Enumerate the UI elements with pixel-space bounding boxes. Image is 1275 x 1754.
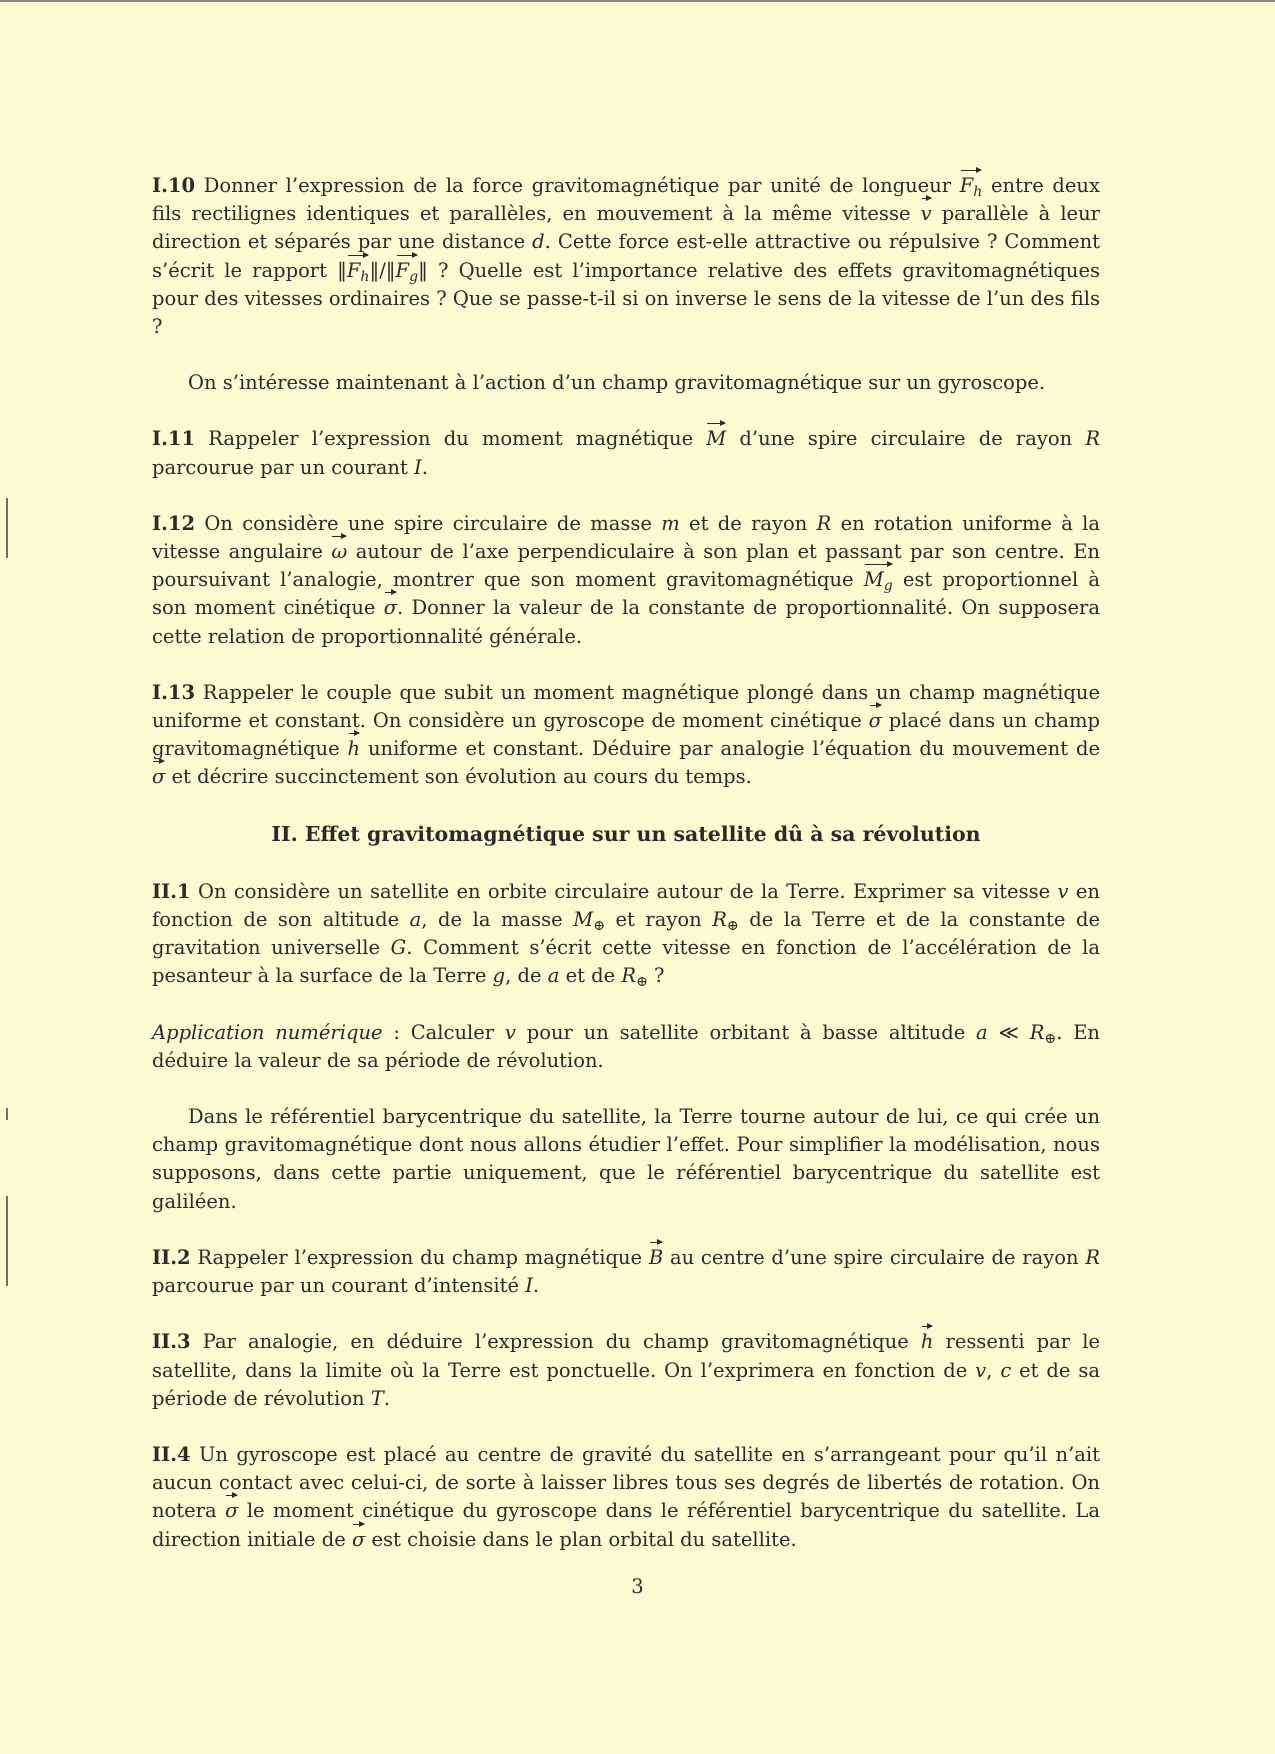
question-II3: II.3 Par analogie, en déduire l’expression du champ gravitomagnétique h ressenti par le satellite, dans la limite où la Terre est ponctuelle. On l’exprimera en fonction de v, c et de sa période de révolution T. <box>152 1330 1100 1410</box>
question-number: I.13 <box>152 680 196 704</box>
scan-top-edge <box>0 0 1275 2</box>
question-number: II.4 <box>152 1442 191 1466</box>
section-II-heading: II. Effet gravitomagnétique sur un satellite dû à sa révolution <box>271 821 981 846</box>
question-number: II.2 <box>152 1245 191 1269</box>
question-number: I.11 <box>152 427 196 451</box>
page-number: 3 <box>631 1575 644 1598</box>
intro-gyroscope: On s’intéresse maintenant à l’action d’un champ gravitomagnétique sur un gyroscope. <box>188 371 1046 395</box>
question-I11: I.11 Rappeler l’expression du moment magnétique M d’une spire circulaire de rayon R parcourue par un courant I. <box>152 427 1100 479</box>
question-II2: II.2 Rappeler l’expression du champ magnétique B au centre d’une spire circulaire de rayon R parcourue par un courant d’intensité I. <box>152 1245 1101 1298</box>
question-number: I.12 <box>152 511 196 535</box>
scan-margin-mark <box>6 498 8 558</box>
paragraph-referentiel: Dans le référentiel barycentrique du satellite, la Terre tourne autour de lui, ce qui crée un champ gravitomagnétique dont nous allons étudier l’effet. Pour simplifier la modélisation, nous supposons, dans cette partie uniquement, que le référentiel barycentrique du satellite est galiléen. <box>152 1105 1100 1213</box>
document-body <box>152 172 1100 1582</box>
question-I13: I.13 Rappeler le couple que subit un moment magnétique plongé dans un champ magnétique uniforme et constant. On considère un gyroscope de moment cinétique σ placé dans un champ gravitomagnétique h uniforme et constant. Déduire par analogie l’équation du mouvement de σ et décrire succinctement son évolution au cours du temps. <box>152 679 1100 792</box>
application-numerique: Application numérique : Calculer v pour un satellite orbitant à basse altitude a ≪ $R_\oplus$. En déduire la valeur de sa période de révolution. <box>152 1020 1100 1072</box>
question-number: II.3 <box>152 1330 191 1354</box>
question-number: II.1 <box>152 879 191 903</box>
question-II1: II.1 On considère un satellite en orbite circulaire autour de la Terre. Exprimer sa vitesse v en fonction de son altitude a, de la masse $M_\oplus$ et rayon $R_\oplus$ de la Terre et de la constante de gravitation universelle G. Comment s’écrit cette vitesse en fonction de l’accélération de la pesanteur à la surface de la Terre g, de a et de $R_\oplus$ ? <box>152 879 1100 991</box>
question-number: I.10 <box>152 174 196 197</box>
scan-margin-mark <box>6 1108 8 1120</box>
question-I12: I.12 On considère une spire circulaire de masse m et de rayon R en rotation uniforme à la vitesse angulaire ω autour de l’axe perpendiculaire à son plan et passant par son centre. En poursuivant l’analogie, montrer que son moment gravitomagnétique $M_g$ est proportionnel à son moment cinétique σ. Donner la valeur de la constante de proportionnalité. On supposera cette relation de proportionnalité générale. <box>152 511 1101 648</box>
question-I10: I.10 Donner l’expression de la force gravitomagnétique par unité de longueur $F_h$ entre deux fils rectilignes identiques et parallèles, en mouvement à la même vitesse v parallèle à leur direction et séparés par une distance d. Cette force est-elle attractive ou répulsive ? Comment s’écrit le rapport $‖F_h‖/‖F_g‖$ ? Quelle est l’importance relative des effets gravitomagnétiques pour des vitesses ordinaires ? Que se passe-t-il si on inverse le sens de la vitesse de l’un des fils ? <box>152 174 1100 339</box>
scan-margin-mark <box>6 1196 8 1286</box>
question-II4: II.4 Un gyroscope est placé au centre de gravité du satellite en s’arrangeant pour qu’il n’ait aucun contact avec celui-ci, de sorte à laisser libres tous ses degrés de libertés de rotation. On notera σ le moment cinétique du gyroscope dans le référentiel barycentrique du satellite. La direction initiale de σ est choisie dans le plan orbital du satellite. <box>152 1441 1100 1554</box>
